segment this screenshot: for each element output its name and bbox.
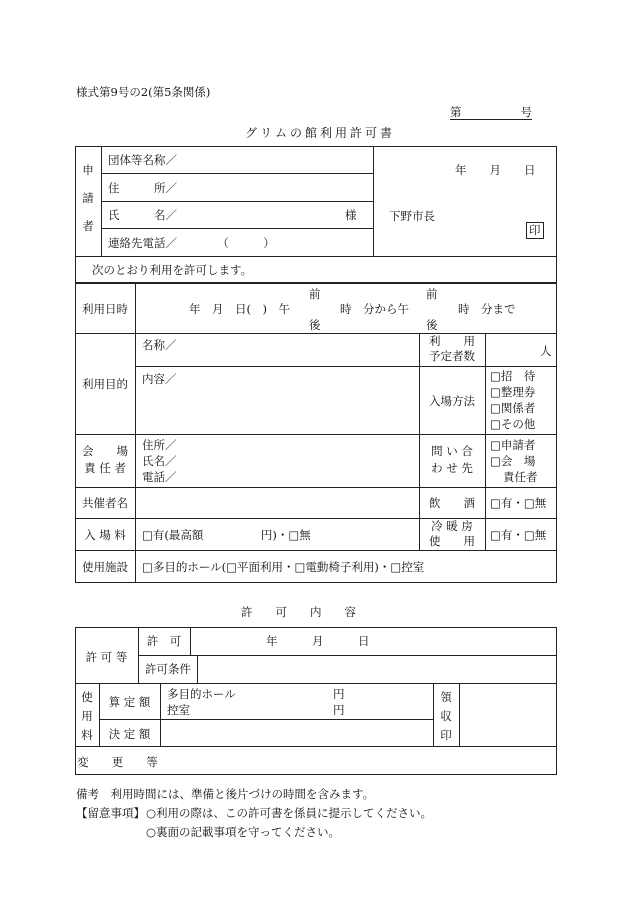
receipt-seal-label: 領 収 印: [440, 690, 452, 742]
entry-option: □招 待: [490, 369, 536, 383]
expected-people-label: 利 用 予定者数: [429, 334, 475, 363]
fee-side-label: 使 用 料: [81, 690, 93, 742]
calc-amount-label: 算 定 額: [108, 695, 151, 709]
address-label: 住 所／: [108, 181, 177, 195]
contact-label: 連絡先電話／ （ ）: [108, 236, 275, 250]
entry-option: □その他: [490, 417, 536, 431]
alcohol-label: 飲 酒: [429, 496, 475, 510]
zen-1: 前: [309, 287, 321, 301]
caution-1: ○利用の際は、この許可書を係員に提示してください。: [146, 806, 433, 820]
permit-conditions-label: 許可条件: [145, 662, 191, 676]
facility-label: 使用施設: [82, 560, 128, 574]
seal-mark: 印: [526, 222, 544, 239]
form-id: 様式第9号の2(第5条関係): [76, 85, 211, 99]
applicant-side-label: 申 請 者: [82, 163, 94, 233]
number-field: [450, 104, 532, 120]
issue-date: 年 月 日: [455, 163, 536, 177]
inquiry-label: 問 い 合 わ せ 先: [431, 444, 473, 475]
venue-manager-label: 会 場 責 任 者: [82, 444, 128, 475]
alcohol-options: □有・□無: [490, 496, 547, 510]
final-amount-label: 決 定 額: [108, 727, 151, 741]
event-name-field: 名称／: [142, 338, 177, 352]
inquiry-options: □申請者 □会 場 責任者: [490, 438, 538, 484]
cosponsor-label: 共催者名: [82, 496, 128, 510]
go-1: 後: [309, 318, 321, 332]
hall-yen: 円: [333, 687, 345, 701]
entry-option: □整理券: [490, 385, 536, 399]
entry-fee-label: 入 場 料: [84, 528, 126, 542]
usage-date-label: 利用日時: [82, 302, 128, 316]
zen-2: 前: [426, 287, 438, 301]
event-content-field: 内容／: [142, 372, 177, 386]
purpose-label: 利用目的: [82, 377, 128, 391]
entry-options: [490, 368, 535, 432]
usage-date-text: 年 月 日( ) 午: [189, 302, 290, 316]
permit-etc-label: 許 可 等: [85, 650, 128, 664]
name-label: 氏 名／: [108, 208, 177, 222]
sama-label: 様: [345, 208, 357, 222]
permit-date: 年 月 日: [266, 634, 370, 648]
entry-method-label: 入場方法: [429, 394, 475, 408]
gou-label: 号: [520, 105, 532, 119]
dai-label: 第: [450, 105, 462, 119]
aircon-options: □有・□無: [490, 528, 547, 542]
remark: 備考 利用時間には、準備と後片づけの時間を含みます。: [76, 787, 375, 801]
usage-from-text: 時 分から午: [340, 302, 409, 316]
caution-label: 【留意事項】: [76, 806, 145, 820]
permit-statement: 次のとおり利用を許可します。: [92, 263, 253, 277]
waiting-room-label: 控室: [167, 703, 190, 717]
changes-label: 変 更 等: [77, 755, 158, 769]
org-name-label: 団体等名称／: [108, 153, 177, 167]
entry-fee-text: □有(最高額 円)・□無: [142, 528, 311, 542]
go-2: 後: [426, 318, 438, 332]
facility-text: □多目的ホール(□平面利用・□電動椅子利用)・□控室: [142, 560, 425, 574]
person-unit: 人: [540, 344, 552, 358]
form-title: グリムの館利用許可書: [245, 126, 396, 140]
usage-to-text: 時 分まで: [458, 302, 516, 316]
entry-option: □関係者: [490, 401, 536, 415]
caution-2: ○裏面の記載事項を守ってください。: [146, 825, 341, 839]
aircon-label: 冷 暖 房 使 用: [429, 519, 475, 548]
mayor-label: 下野市長: [389, 209, 435, 223]
hall-label: 多目的ホール: [167, 687, 236, 701]
permit-label: 許 可: [146, 634, 182, 648]
permission-title: 許 可 内 容: [241, 605, 356, 619]
venue-fields: 住所／ 氏名／ 電話／: [142, 438, 177, 484]
room-yen: 円: [333, 703, 345, 717]
